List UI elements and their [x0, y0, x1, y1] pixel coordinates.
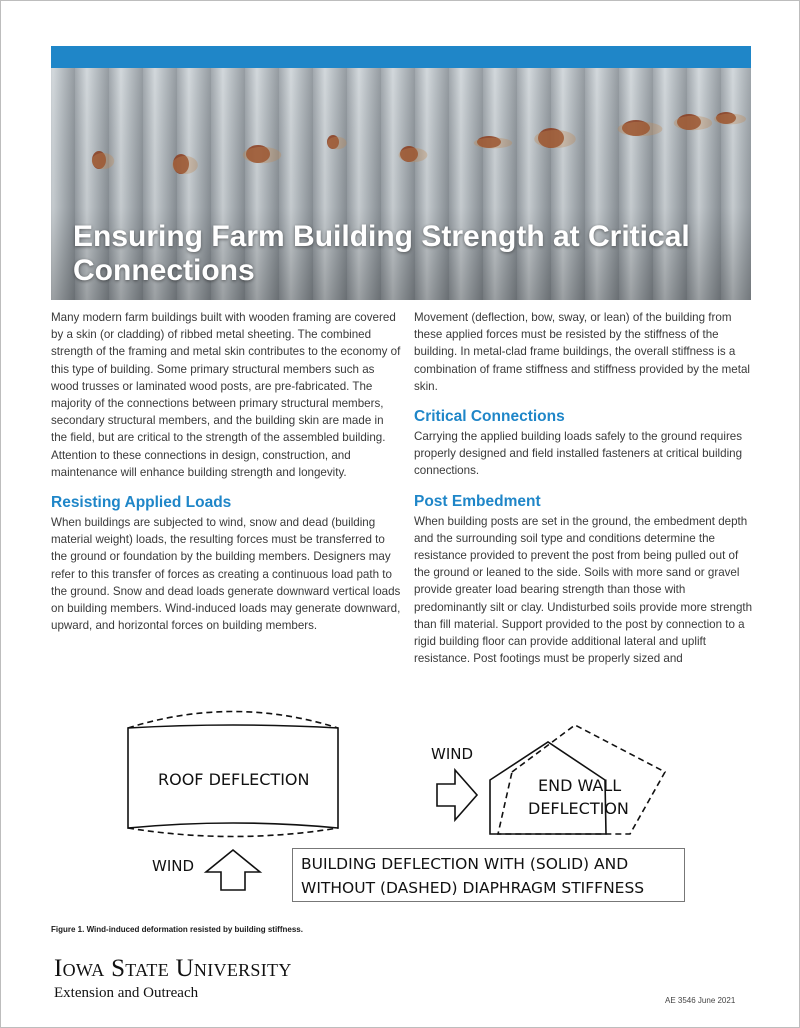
document-title: Ensuring Farm Building Strength at Critical Connections [73, 220, 690, 287]
section-heading-post-embedment: Post Embedment [414, 492, 541, 510]
hero-photo [51, 68, 751, 300]
rust-stain [92, 153, 114, 169]
rust-stain [534, 130, 576, 148]
figure-legend-box [292, 848, 685, 902]
right-column [414, 309, 754, 667]
roof-deflection-label: ROOF DEFLECTION [158, 770, 310, 789]
figure-caption: Figure 1. Wind-induced deformation resisted by building stiffness. [51, 925, 303, 934]
wind-up-arrow [206, 850, 260, 890]
rust-stain [714, 114, 746, 125]
movement-paragraph: Movement (deflection, bow, sway, or lean) of the building from these applied forces must be resisted by the stiffness of the building. In metal-clad frame buildings, the overall stiffness is a combination of frame stiffness and stiffness provided by the metal skin. [414, 311, 750, 393]
left-column [51, 309, 401, 634]
legend-line-1: BUILDING DEFLECTION WITH (SOLID) AND [301, 855, 629, 873]
wind-right-arrow [437, 770, 477, 820]
resisting-loads-paragraph: When buildings are subjected to wind, snow and dead (building material weight) loads, the resulting forces must be transferred to the ground or foundation by the building members. Designers may refer to this transfer of forces as creating a continuous load path to the ground. Snow and dead loads generate downward vertical loads on building members. Wind-induced loads may generate downward, upward, and horizontal forces on building members. [51, 516, 401, 633]
critical-connections-paragraph: Carrying the applied building loads safely to the ground requires properly designed and field installed fasteners at critical building connections. [414, 430, 743, 478]
wind-label-bottom: WIND [152, 857, 195, 875]
endwall-label-line1: END WALL [538, 776, 622, 795]
legend-line-2: WITHOUT (DASHED) DIAPHRAGM STIFFNESS [301, 879, 645, 897]
extension-label: Extension and Outreach [54, 985, 199, 1001]
roof-dashed-bottom [128, 828, 338, 837]
rust-stain [618, 122, 663, 136]
university-wordmark [54, 955, 292, 983]
header-accent-bar [51, 46, 751, 68]
rust-stain [474, 138, 512, 149]
wind-label-top: WIND [431, 745, 474, 763]
intro-paragraph: Many modern farm buildings built with wooden framing are covered by a skin (or cladding) of ribbed metal sheeting. The combined strength of the framing and metal skin contributes to the economy of this type of building. Some primary structural members such as wood trusses or laminated wood posts, are pre-fabricated. The majority of the connections between primary structural members, secondary structural members, and the building skin are made in the field, but are critical to the strength of the assembled building. Attention to these connections in design, construction, and maintenance will enhance building strength and longevity. [51, 311, 401, 479]
document-id: AE 3546 June 2021 [665, 996, 736, 1005]
rust-stain [327, 137, 346, 150]
endwall-label-line2: DEFLECTION [528, 799, 629, 818]
section-heading-resisting-loads: Resisting Applied Loads [51, 494, 232, 512]
rust-stain [674, 116, 712, 130]
rust-stain [399, 148, 428, 162]
university-name: Iowa State University [54, 955, 292, 982]
deflection-figure [0, 700, 800, 930]
section-heading-critical-connections: Critical Connections [414, 408, 565, 426]
rust-stain [172, 156, 198, 174]
rust-stain [243, 147, 281, 163]
post-embedment-paragraph: When building posts are set in the ground, the embedment depth and the surrounding soil type and conditions determine the resistance provided to prevent the post from being pulled out of the ground or leaned to the side. Soils with more sand or gravel provide greater load bearing strength than those with predominantly silt or clay. Undisturbed soils provide more strength than fill material. Support provided to the post by connection to a rigid building floor can provide additional lateral and uplift resistance. Post footings must be properly sized and [414, 514, 753, 666]
